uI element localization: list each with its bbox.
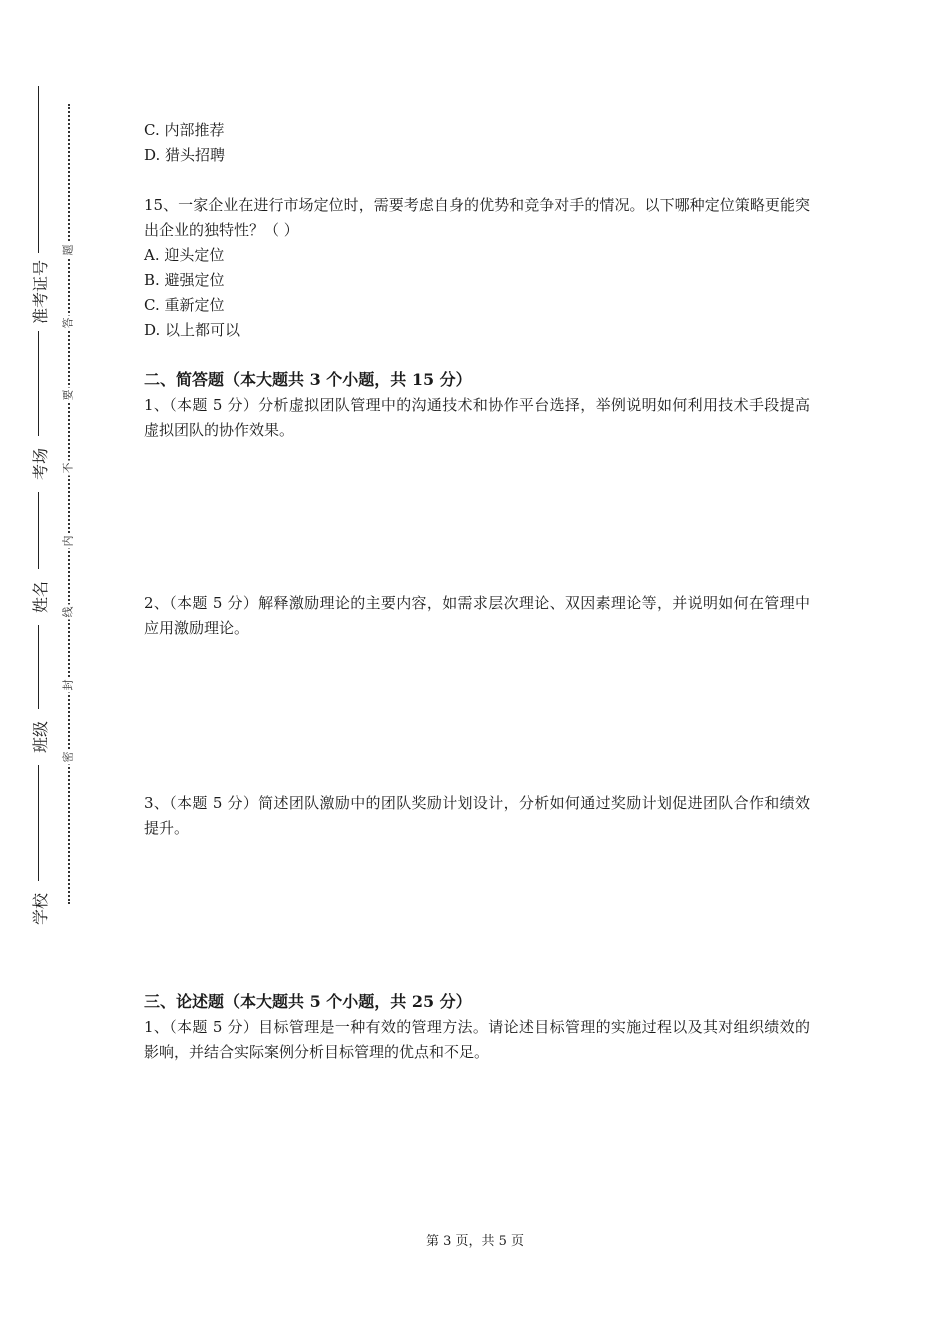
seal-char: 线: [61, 606, 75, 618]
page-number: 第 3 页，共 5 页: [425, 1234, 525, 1249]
q15-stem: 15、一家企业在进行市场定位时，需要考虑自身的优势和竞争对手的情况。以下哪种定位策略更能突出企业的独特性？（ ）: [144, 196, 810, 239]
section2-question-1: 1、（本题 5 分）分析虚拟团队管理中的沟通技术和协作平台选择，举例说明如何利用技术手段提高虚拟团队的协作效果。: [144, 396, 810, 439]
q15-option-a: A. 迎头定位: [144, 246, 225, 264]
seal-char: 要: [61, 389, 75, 401]
seal-char: 封: [61, 679, 75, 691]
name-label: 姓名: [32, 569, 50, 625]
seal-char: 密: [61, 751, 75, 763]
class-label: 班级: [32, 709, 50, 765]
section2-question-2: 2、（本题 5 分）解释激励理论的主要内容，如需求层次理论、双因素理论等，并说明如何在管理中应用激励理论。: [144, 594, 810, 637]
section2-question-3: 3、（本题 5 分）简述团队激励中的团队奖励计划设计，分析如何通过奖励计划促进团队合作和绩效提升。: [144, 794, 810, 837]
q15-option-b: B. 避强定位: [144, 271, 225, 289]
exam-id-label: 准考证号: [32, 253, 50, 331]
section2-title: 二、简答题（本大题共 3 个小题，共 15 分）: [144, 370, 472, 389]
binding-solid-line: [38, 86, 39, 916]
seal-dotted-line: [68, 104, 70, 904]
seal-char: 答: [61, 317, 75, 329]
section3-question-1: 1、（本题 5 分）目标管理是一种有效的管理方法。请论述目标管理的实施过程以及其对组织绩效的影响，并结合实际案例分析目标管理的优点和不足。: [144, 1018, 810, 1061]
seal-char: 题: [61, 244, 75, 256]
q15-option-d: D. 以上都可以: [144, 321, 241, 339]
q15-option-c: C. 重新定位: [144, 296, 225, 314]
seal-char: 内: [61, 535, 75, 547]
section3-title: 三、论述题（本大题共 5 个小题，共 25 分）: [144, 992, 472, 1011]
school-label: 学校: [32, 881, 50, 937]
exam-room-label: 考场: [32, 436, 50, 492]
seal-char: 不: [61, 462, 75, 474]
q14-option-c: C. 内部推荐: [144, 121, 225, 139]
q14-option-d: D. 猎头招聘: [144, 146, 226, 164]
